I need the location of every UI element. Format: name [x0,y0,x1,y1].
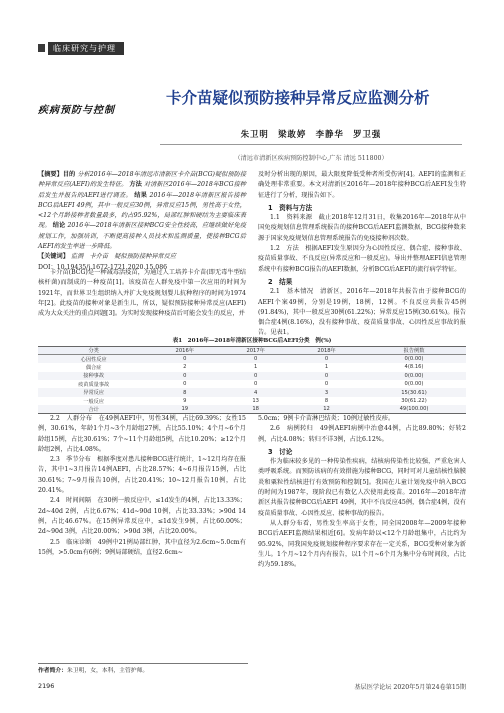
table-header-row [38,347,466,355]
table-cell: 1 [324,364,329,371]
table-cell: 异常反应 [83,390,105,397]
authors: 朱卫明 梁敢婷 李静华 罗卫强 [240,129,382,139]
table-cell: 49(100.00) [399,406,429,413]
abstract [38,170,246,273]
table-row [38,380,466,388]
section-tag [38,41,124,55]
abstract-results: 2016年—2018年清新区报告接种BCG后AEFI 49例，其中一般反应30例，异常反应15例，男性高于女性，<12个月龄接种者数量最多，约占95.92%，局部红肿和硬结为主要临床表现。 [38,191,246,230]
author-footnote [38,665,148,674]
bottom-left-paragraph-2: 2.3 季节分布 根据季度对患儿接种BCG进行统计，1~12月均存在报告，其中1~3月报告14例AEFI，占比28.57%；4~6月报告15例，占比30.61%；7~9月报告10例，占比20.41%；10~12月报告10例，占比20.41%。 [38,456,246,495]
table-cell: 0 [254,381,258,388]
abstract-methods: 对清新区2016年—2018年BCG接种后发生并报告的AEFI进行调查。 [38,181,246,199]
right-paragraph-2: 1.1 资料来源 截止2018年12月31日，收集2016年—2018年从中国免疫规划信息管理系统报告的接种BCG后AEFI监测数据，BCG接种数来源于国家免疫规划信息管理系统报告的免疫接种剂次数。 [258,214,466,242]
table-header-cell: 报告例数 [403,348,425,355]
methods-label: 方法 [129,181,142,189]
right-paragraph-4: 2.1 基本情况 清新区，2016年—2018年共报告由于接种BCG的AEFI个案49例，分别是19例，18例，12例。不良反应共报告45例(91.84%)，其中一般反应30例(61.22%)；异常反应15例(30.61%)。报告偶合症4例(8.16%)，没有接种事故、疫苗质量事故、心因性反应事故的报告。见表1。 [258,288,466,337]
page-number: 2196 [38,682,55,690]
right-paragraph-1: 及时分析出现的原因，最大限度降低受种者所受伤害[4]。AEFI的监测和正确处理非常重要。本文对清新区2016年—2018年接种BCG后AEFI发生特征进行了分析，现报告如下。 [258,171,466,199]
journal-info: 基层医学论坛 2020年5月第24卷第15期 [354,684,466,691]
table-cell: 8 [324,398,329,405]
table-cell: 0 [324,372,329,379]
table-header-cell: 2018年 [317,348,336,355]
conclusion-label: 结论 [52,222,66,230]
table-header-cell: 分类 [88,348,99,355]
abstract-label: 【摘要】目的 [38,171,76,178]
tag-square-icon [38,44,45,52]
heading-methods: 1 资料与方法 [268,203,313,212]
bottom-left-paragraph-4: 2.5 临床诊断 49例中21例局部红肿，其中直径为2.6cm~5.0cm有15例，>5.0cm有6例；9例局部硬结，直径2.6cm~ [38,538,246,556]
table-cell: 19 [181,406,189,413]
footnote-label: 作者简介： [38,668,67,674]
table-row [38,388,466,396]
right-top-column [258,170,466,339]
doi: DOI：10.19435/j.1672-1721.2020.15.086 [38,263,168,271]
table-cell: 0(0.00) [404,372,424,379]
table-cell: 1 [254,364,258,371]
bottom-right-paragraph-3: 作为临床较多见的一种传染性疾病，结核病传染性比较强，严重危害人类呼吸系统。而预防该病的有效措施为接种BCG，同时可对儿童结核性脑膜炎和粟粒性结核进行有效预防和控制[5]。我国在儿童计划免疫中纳入BCG的时间为1987年，现阶段已有数亿人次使用此疫苗。2016年—2018年清新区共报告接种BCG后AEFI 49例，其中不良反应45例，偶合症4例，没有疫苗质量事故、心因性反应、接种事故的报告。 [258,458,466,517]
table-cell: 30(61.22) [401,398,427,405]
table-cell: 4(8.16) [404,364,424,371]
table-cell: 15(30.61) [401,389,427,396]
table-cell: 疫苗质量事故 [78,381,110,388]
table-cell: 18 [252,406,259,413]
table-row [38,363,466,371]
bottom-left-column [38,414,246,558]
column-title: 疾病预防与控制 [38,105,115,116]
bottom-right-paragraph-1: 5.0cm；9例卡介苗淋巴结炎；10例过敏性皮疹。 [258,415,395,422]
aefi-table [38,346,466,414]
footnote-text: 朱卫明，女，本科，主管护师。 [67,668,149,674]
table-cell: 8 [183,389,187,396]
table-cell: 0 [254,356,258,363]
table-header-cell: 2016年 [175,348,194,355]
table-cell: 0(0.00) [404,356,424,363]
table-cell: 0 [183,381,187,388]
title-rule [160,144,462,145]
table-cell: 12 [323,406,330,413]
table-cell: 9 [183,398,187,405]
table-row [38,372,466,380]
footnote-rule [38,663,248,664]
results-label: 结果 [134,191,148,199]
table-caption: 表1 2016年—2018年清新区接种BCG后AEFI分类 例(%) [172,338,332,344]
bottom-left-paragraph-3: 2.4 时间间隔 在30例一般反应中，≤1d发生的4例，占比13.33%；2d~40d 2例，占比6.67%；41d~90d 10例，占比33.33%；>90d 14例，占比46.67%。在15例异常反应中，≤1d发生9例，占比60.00%；2d~90d 3例，占比20.00%；>90d 3例，占比20.00%。 [38,497,246,536]
table-cell: 0 [254,372,258,379]
table-cell: 0 [183,372,187,379]
keywords: 监测 卡介苗 疑似预防接种异常反应 [70,253,177,261]
table-cell: 13 [252,398,259,405]
table-cell: 3 [324,389,329,396]
section-tag-label: 临床研究与护理 [48,42,124,55]
table-cell: 合计 [88,406,99,413]
keywords-label: 【关键词】 [38,253,69,261]
table-cell: 0 [183,356,187,363]
table-header-cell: 2017年 [246,348,265,355]
table-cell: 0 [324,381,329,388]
table-row [38,355,466,363]
table-cell: 2 [183,364,187,371]
bottom-right-paragraph-2: 2.6 病例转归 49例AEFI病例中治愈44例，占比89.80%；好转2例，占比4.08%；转归不详3例，占比6.12%。 [258,425,466,443]
right-paragraph-3: 1.2 方法 根据AEFI发生原因分为心因性反应、偶合症、接种事故、疫苗质量事故、不良反应(异常反应和一般反应)。导出并整理AEFI信息管理系统中有接种BCG报告的AEFI数据，分析BCG后AEFI的流行病学特征。 [258,245,466,273]
table-cell: 偶合症 [85,364,102,371]
heading-discussion: 3 讨论 [268,447,293,456]
table-cell: 0 [324,356,329,363]
abstract-conclusion: 2016年—2018年清新区接种BCG安全性较高，应继续做好免疫规划工作，加强培训，不断提高接种人员技术和监测质量，使接种BCG后AEFI的发生率进一步降低。 [38,222,247,251]
article-title: 卡介苗疑似预防接种异常反应监测分析 [166,89,430,107]
intro-paragraph: 卡介苗(BCG)是一种减毒活疫苗，为通过人工培养卡介苗(即无毒牛型结核杆菌)而制成的一种疫苗[1]。该疫苗在人群免疫中第一次应用的时间为1921年，而世界卫生组织纳入并扩大免疫规划婴儿抗种程序的时间为1974年[2]。此疫苗的接种对象是新生儿，所以，疑似预防接种异常反应(AEFI)成为大众关注的重点问题[3]。为实时发现接种疫苗后可能会发生的反应，并 [38,269,246,318]
abstract-objective: 分析2016年—2018年清远市清新区卡介苗(BCG)疑似预防接种异常反应(AEFI)的发生特征。 [38,171,247,189]
table-cell: 4 [254,389,258,396]
table-cell: 一般反应 [83,398,105,405]
table-cell: 接种事故 [83,373,105,380]
table-row [38,397,466,405]
bottom-right-paragraph-4: 从人群分布看，男性发生率高于女性，同全国2008年—2009年接种BCG后AEFI监测结果相近[6]。发病年龄以<12个月龄组集中，占比约为95.92%，同我国免疫规划接种程序要求存在一定关系，BCG受种对象为新生儿。1个月~12个月内有报告，以1个月~6个月为集中分布时间段，占比约为59.18%。 [258,519,466,569]
table-cell: 心因性反应 [80,356,107,363]
bottom-left-paragraph-1: 2.2 人群分布 在49例AEFI中，男性34例，占比69.39%；女性15例，30.61%，年龄1个月~3个月龄组27例，占比55.10%；4个月~6个月龄组15例，占比30.61%；7个~11个月龄组5例，占比10.20%；≥12个月龄组2例，占比4.08%。 [38,415,246,453]
table-row [38,405,466,413]
bottom-right-column [258,414,466,570]
table-cell: 0(0.00) [404,381,424,388]
affiliation: （清远市清新区疾病预防控制中心,广东 清远 511800） [234,155,388,162]
heading-results: 2 结果 [268,277,293,286]
intro-left [38,268,246,319]
